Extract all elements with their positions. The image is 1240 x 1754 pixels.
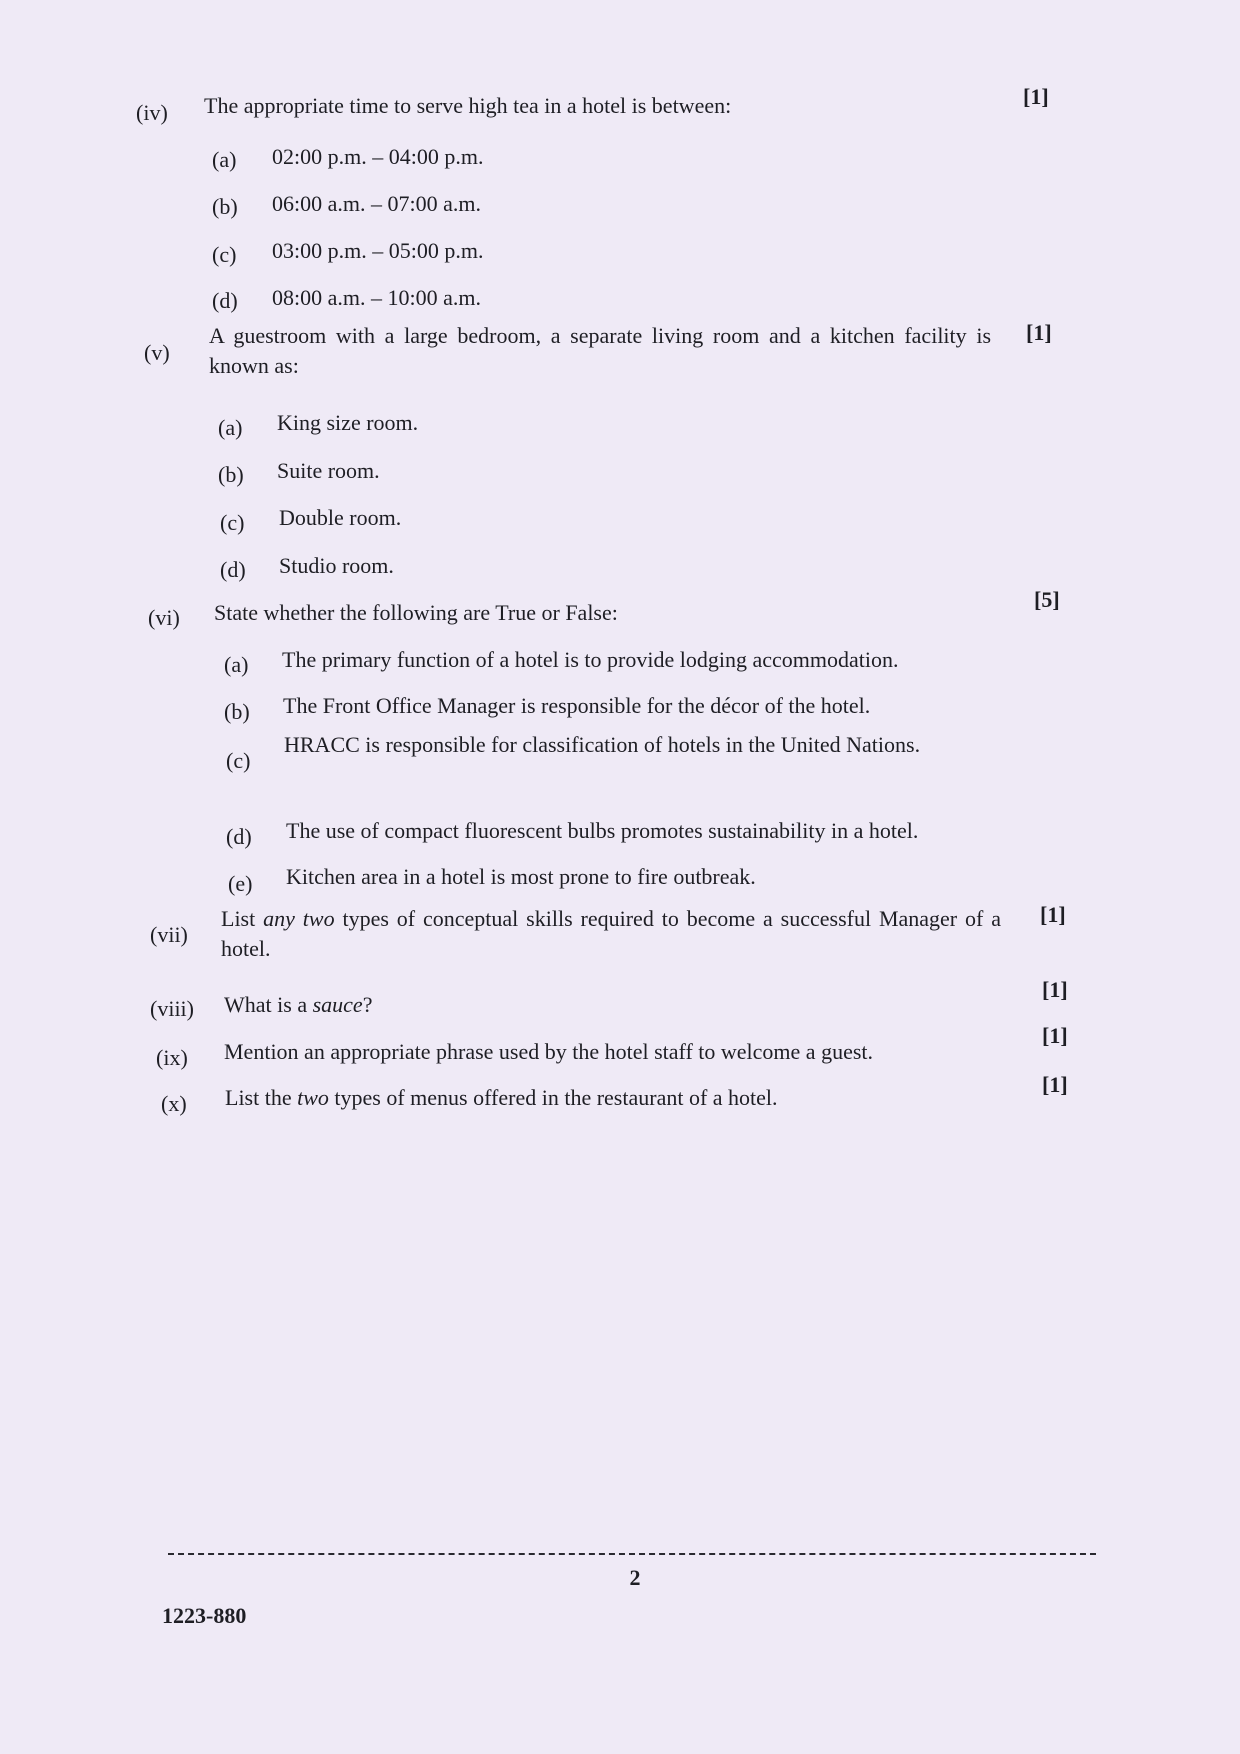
question-v-option-a-text: King size room. bbox=[277, 410, 419, 435]
question-vii-number: (vii) bbox=[150, 922, 188, 947]
question-iv-option-d-label: (d) bbox=[212, 288, 238, 313]
question-x-emphasis: two bbox=[297, 1085, 329, 1110]
question-vi-option-a-label: (a) bbox=[224, 652, 249, 677]
question-vi-option-c-label: (c) bbox=[226, 748, 251, 773]
question-x-text-after: types of menus offered in the restaurant of a hotel. bbox=[328, 1085, 778, 1110]
question-v-option-b-label: (b) bbox=[218, 462, 244, 487]
question-vi-option-d-label: (d) bbox=[226, 824, 252, 849]
paper-code: 1223-880 bbox=[162, 1603, 247, 1628]
question-vii-emphasis: any two bbox=[263, 906, 335, 931]
question-v-option-d-label: (d) bbox=[220, 557, 246, 582]
question-v-option-a-label: (a) bbox=[218, 415, 243, 440]
page-number: 2 bbox=[629, 1565, 641, 1590]
question-v-marks: [1] bbox=[1026, 320, 1052, 345]
question-ix-number: (ix) bbox=[156, 1045, 188, 1070]
question-vii-text-after: types of conceptual skills required to become a successful Manager of a hotel. bbox=[221, 906, 1001, 961]
question-iv-option-d-text: 08:00 a.m. – 10:00 a.m. bbox=[272, 285, 481, 310]
question-v-option-d-text: Studio room. bbox=[279, 553, 394, 578]
question-vi-option-e-label: (e) bbox=[228, 871, 253, 896]
question-viii-marks: [1] bbox=[1042, 977, 1068, 1002]
question-v-option-c-label: (c) bbox=[220, 510, 245, 535]
question-vii-text bbox=[221, 904, 1001, 964]
question-ix-text: Mention an appropriate phrase used by the hotel staff to welcome a guest. bbox=[224, 1039, 874, 1064]
question-vi-option-c-text: HRACC is responsible for classification of hotels in the United Nations. bbox=[284, 732, 921, 757]
question-v-option-b-text: Suite room. bbox=[277, 458, 380, 483]
question-iv-option-a-text: 02:00 p.m. – 04:00 p.m. bbox=[272, 144, 484, 169]
question-x-text-before: List the bbox=[225, 1085, 298, 1110]
question-x-text bbox=[225, 1083, 778, 1113]
question-iv-option-b-text: 06:00 a.m. – 07:00 a.m. bbox=[272, 191, 481, 216]
question-iv-number: (iv) bbox=[136, 100, 168, 125]
question-iv-option-b-label: (b) bbox=[212, 194, 238, 219]
question-iv-text: The appropriate time to serve high tea in a hotel is between: bbox=[204, 93, 732, 118]
question-vii-marks: [1] bbox=[1040, 902, 1066, 927]
footer-divider bbox=[168, 1553, 1096, 1555]
question-x-marks: [1] bbox=[1042, 1072, 1068, 1097]
question-viii-text-before: What is a bbox=[224, 992, 313, 1017]
question-viii-text bbox=[224, 990, 372, 1020]
question-ix-marks: [1] bbox=[1042, 1023, 1068, 1048]
question-v-text: A guestroom with a large bedroom, a separate living room and a kitchen facility is known as: bbox=[209, 323, 991, 378]
question-vi-text: State whether the following are True or False: bbox=[214, 600, 618, 625]
question-v-option-c-text: Double room. bbox=[279, 505, 402, 530]
question-vi-option-a-text: The primary function of a hotel is to provide lodging accommodation. bbox=[282, 647, 899, 672]
question-vi-number: (vi) bbox=[148, 605, 180, 630]
question-iv-option-a-label: (a) bbox=[212, 147, 237, 172]
question-iv-marks: [1] bbox=[1023, 84, 1049, 109]
question-vi-marks: [5] bbox=[1034, 587, 1060, 612]
question-vi-option-e-text: Kitchen area in a hotel is most prone to fire outbreak. bbox=[286, 864, 756, 889]
question-iv-option-c-text: 03:00 p.m. – 05:00 p.m. bbox=[272, 238, 484, 263]
question-vi-option-d-text: The use of compact fluorescent bulbs promotes sustainability in a hotel. bbox=[286, 818, 919, 843]
question-viii-number: (viii) bbox=[150, 996, 194, 1021]
question-iv-option-c-label: (c) bbox=[212, 242, 237, 267]
question-viii-text-after: ? bbox=[362, 992, 373, 1017]
question-vi-option-b-label: (b) bbox=[224, 699, 250, 724]
question-vii-text-before: List bbox=[221, 906, 264, 931]
question-v-number: (v) bbox=[144, 340, 170, 365]
question-x-number: (x) bbox=[161, 1091, 187, 1116]
question-vi-option-b-text: The Front Office Manager is responsible for the décor of the hotel. bbox=[283, 693, 871, 718]
question-viii-emphasis: sauce bbox=[312, 992, 363, 1017]
